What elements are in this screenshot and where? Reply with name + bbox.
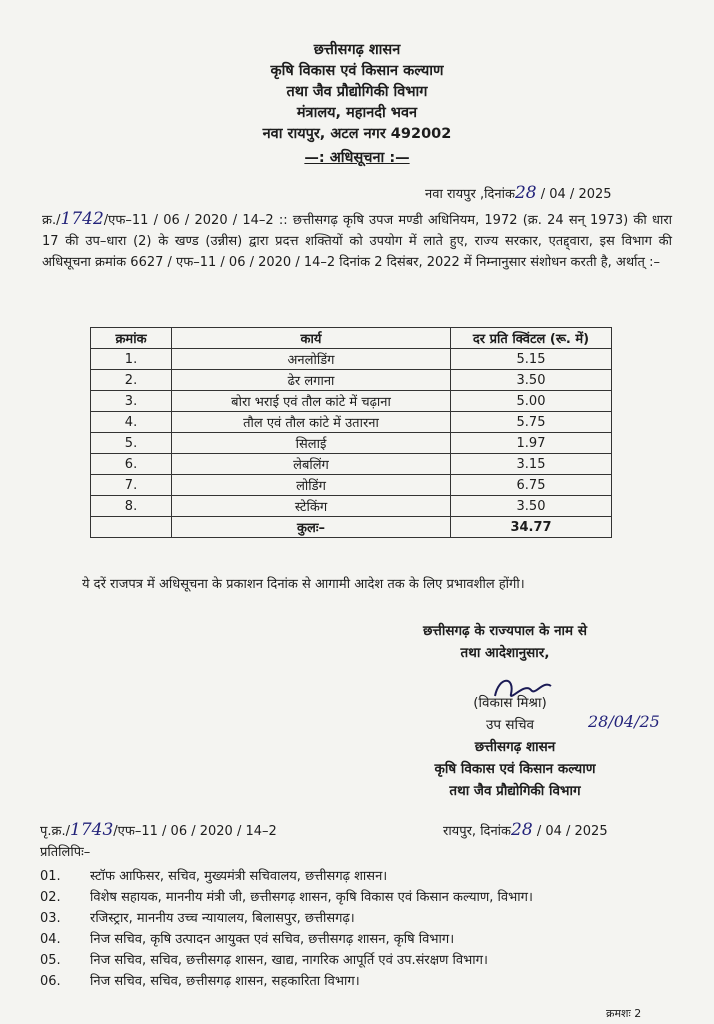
- table-row: [91, 433, 612, 454]
- cell-serial: 7.: [91, 475, 172, 496]
- cell-work: लेबलिंग: [172, 454, 451, 475]
- cell-empty: [91, 517, 172, 538]
- copy-text: रजिस्ट्रार, माननीय उच्च न्यायालय, बिलासपुर, छत्तीसगढ़।: [90, 911, 355, 926]
- office-line: तथा जैव प्रौद्योगिकी विभाग: [449, 783, 581, 799]
- cell-work: ढेर लगाना: [172, 370, 451, 391]
- cell-rate: 1.97: [451, 433, 612, 454]
- table-row: [91, 412, 612, 433]
- list-item: [40, 929, 680, 950]
- order-prefix: क्र./: [42, 213, 61, 228]
- cell-rate: 6.75: [451, 475, 612, 496]
- cell-serial: 5.: [91, 433, 172, 454]
- copy-num: 06.: [40, 974, 61, 989]
- cell-serial: 4.: [91, 412, 172, 433]
- letterhead-line: नवा रायपुर, अटल नगर 492002: [262, 126, 452, 142]
- office-line: छत्तीसगढ़ शासन: [474, 739, 556, 755]
- letterhead: [0, 40, 714, 169]
- copy-num: 01.: [40, 869, 61, 884]
- col-header-serial: क्रमांक: [91, 328, 172, 349]
- dateline: [425, 183, 612, 203]
- order-handwritten-number: 1742: [60, 209, 104, 229]
- office-block: [380, 736, 650, 802]
- cell-work: बोरा भराई एवं तौल कांटे में चढ़ाना: [172, 391, 451, 412]
- rates-table: [90, 327, 612, 538]
- endorsement-date-rest: / 04 / 2025: [536, 824, 608, 839]
- cell-rate: 5.75: [451, 412, 612, 433]
- office-line: कृषि विकास एवं किसान कल्याण: [434, 761, 596, 777]
- copy-text: निज सचिव, सचिव, छत्तीसगढ़ शासन, सहकारिता विभाग।: [90, 974, 360, 989]
- table-row: [91, 370, 612, 391]
- signatory-designation: उप सचिव: [485, 717, 535, 733]
- cell-serial: 2.: [91, 370, 172, 391]
- dateline-handwritten-day: 28: [514, 183, 537, 203]
- dateline-prefix: नवा रायपुर ,दिनांक: [425, 187, 515, 202]
- signatory-block: [430, 692, 590, 736]
- endorsement-date-prefix: रायपुर, दिनांक: [443, 824, 512, 839]
- total-value: 34.77: [451, 517, 612, 538]
- endorsement-handwritten-day: 28: [511, 820, 533, 840]
- cell-work: लोडिंग: [172, 475, 451, 496]
- order-text: /एफ–11 / 06 / 2020 / 14–2 :: छत्तीसगढ़ कृषि उपज मण्डी अधिनियम, 1972 (क्र. 24 सन् 1973) की धारा 17 की उप–धारा (2) के खण्ड (उन्नीस) द्वारा प्रदत्त शक्तियों को उपयोग में लाते हुए, राज्य सरकार, एतद्द्वारा, इस विभाग की अधिसूचना क्रमांक 6627 / एफ–11 / 06 / 2020 / 14–2 दिनांक 2 दिसंबर, 2022 में निम्नानुसार संशोधन करती है, अर्थात् :–: [42, 213, 672, 270]
- cell-serial: 3.: [91, 391, 172, 412]
- cell-rate: 3.15: [451, 454, 612, 475]
- copy-num: 04.: [40, 932, 61, 947]
- copy-text: निज सचिव, कृषि उत्पादन आयुक्त एवं सचिव, छत्तीसगढ़ शासन, कृषि विभाग।: [90, 932, 455, 947]
- list-item: [40, 971, 680, 992]
- signature-handwritten-date: 28/04/25: [588, 712, 660, 731]
- table-header-row: [91, 328, 612, 349]
- cell-work: सिलाई: [172, 433, 451, 454]
- col-header-rate: दर प्रति क्विंटल (रू. में): [451, 328, 612, 349]
- endorsement-prefix: पृ.क्र./: [40, 824, 71, 839]
- copy-list: [40, 866, 680, 992]
- table-row: [91, 454, 612, 475]
- copy-label: प्रतिलिपिः–: [40, 845, 91, 860]
- copy-num: 03.: [40, 911, 61, 926]
- table-row: [91, 349, 612, 370]
- copy-text: विशेष सहायक, माननीय मंत्री जी, छत्तीसगढ़ शासन, कृषि विकास एवं किसान कल्याण, विभाग।: [90, 890, 533, 905]
- letterhead-line: छत्तीसगढ़ शासन: [313, 42, 401, 58]
- copy-num: 05.: [40, 953, 61, 968]
- endorsement-file-ref: /एफ–11 / 06 / 2020 / 14–2: [113, 824, 277, 839]
- endorsement-date: [443, 820, 608, 840]
- notification-title: —: अधिसूचना :—: [304, 150, 410, 166]
- dateline-rest: / 04 / 2025: [540, 187, 612, 202]
- endorsement-number: [40, 820, 277, 840]
- cell-serial: 1.: [91, 349, 172, 370]
- list-item: [40, 950, 680, 971]
- letterhead-line: कृषि विकास एवं किसान कल्याण: [270, 63, 444, 79]
- table-total-row: [91, 517, 612, 538]
- col-header-work: कार्य: [172, 328, 451, 349]
- list-item: [40, 887, 680, 908]
- effect-note: ये दरें राजपत्र में अधिसूचना के प्रकाशन दिनांक से आगामी आदेश तक के लिए प्रभावशील होंगी।: [82, 577, 525, 592]
- cell-serial: 8.: [91, 496, 172, 517]
- authority-block: [390, 620, 620, 664]
- cell-work: तौल एवं तौल कांटे में उतारना: [172, 412, 451, 433]
- table-row: [91, 391, 612, 412]
- signatory-name: (विकास मिश्रा): [473, 695, 547, 711]
- table-row: [91, 496, 612, 517]
- authority-line: छत्तीसगढ़ के राज्यपाल के नाम से: [423, 623, 587, 639]
- cell-work: अनलोडिंग: [172, 349, 451, 370]
- cell-rate: 5.00: [451, 391, 612, 412]
- order-paragraph: [42, 209, 672, 273]
- cell-work: स्टेकिंग: [172, 496, 451, 517]
- total-label: कुलः–: [172, 517, 451, 538]
- list-item: [40, 866, 680, 887]
- copy-num: 02.: [40, 890, 61, 905]
- cell-rate: 3.50: [451, 496, 612, 517]
- list-item: [40, 908, 680, 929]
- endorsement-handwritten-number: 1743: [70, 820, 114, 840]
- copy-text: निज सचिव, सचिव, छत्तीसगढ़ शासन, खाद्य, नागरिक आपूर्ति एवं उप.संरक्षण विभाग।: [90, 953, 488, 968]
- cell-rate: 5.15: [451, 349, 612, 370]
- cell-serial: 6.: [91, 454, 172, 475]
- cell-rate: 3.50: [451, 370, 612, 391]
- copy-text: स्टॉफ आफिसर, सचिव, मुख्यमंत्री सचिवालय, छत्तीसगढ़ शासन।: [90, 869, 388, 884]
- letterhead-line: तथा जैव प्रौद्योगिकी विभाग: [286, 84, 428, 100]
- authority-line: तथा आदेशानुसार,: [460, 645, 550, 661]
- letterhead-line: मंत्रालय, महानदी भवन: [296, 105, 418, 121]
- page-continuation: क्रमशः 2: [606, 1007, 642, 1020]
- table-row: [91, 475, 612, 496]
